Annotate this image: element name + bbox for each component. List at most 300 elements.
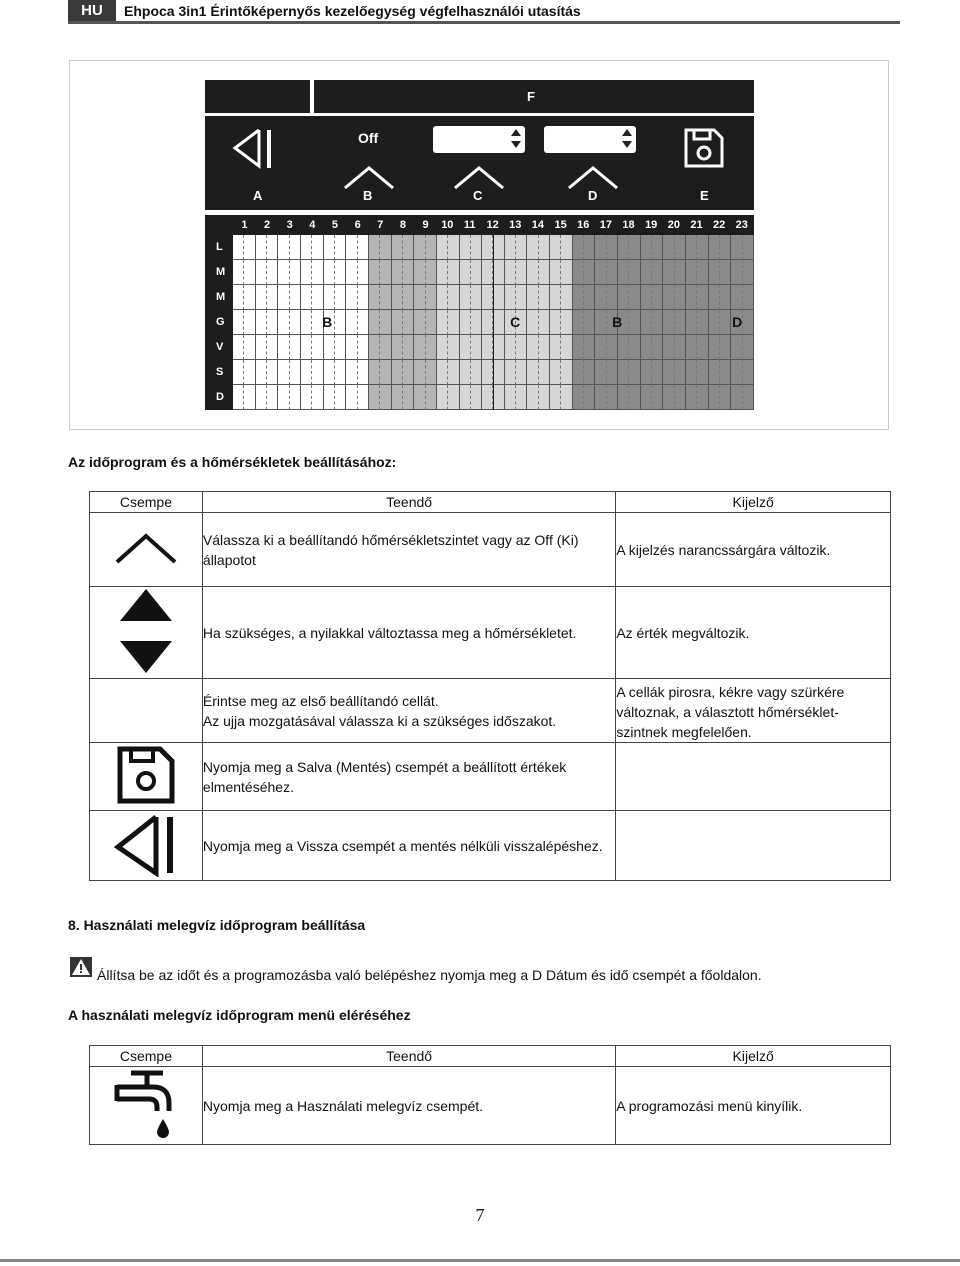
schedule-cell[interactable] — [482, 310, 493, 335]
back-icon[interactable] — [231, 126, 277, 172]
schedule-cell[interactable] — [290, 310, 301, 335]
schedule-cell[interactable] — [641, 310, 652, 335]
schedule-cell[interactable] — [697, 385, 708, 410]
schedule-cell[interactable] — [697, 360, 708, 385]
schedule-cell[interactable] — [663, 260, 674, 285]
schedule-cell[interactable] — [675, 235, 686, 260]
schedule-cell[interactable] — [731, 260, 742, 285]
schedule-cell[interactable] — [697, 310, 708, 335]
schedule-cell[interactable] — [460, 385, 471, 410]
schedule-cell[interactable] — [607, 285, 618, 310]
schedule-cell[interactable] — [641, 235, 652, 260]
schedule-cell[interactable] — [380, 235, 391, 260]
schedule-cell[interactable] — [720, 260, 731, 285]
schedule-cell[interactable] — [675, 385, 686, 410]
schedule-cell[interactable] — [358, 260, 369, 285]
schedule-cell[interactable] — [516, 335, 527, 360]
schedule-cell[interactable] — [539, 235, 550, 260]
schedule-cell[interactable] — [471, 260, 482, 285]
schedule-cell[interactable] — [301, 285, 312, 310]
schedule-cell[interactable] — [652, 260, 663, 285]
schedule-cell[interactable] — [550, 335, 561, 360]
schedule-cell[interactable] — [641, 285, 652, 310]
schedule-cell[interactable] — [675, 260, 686, 285]
temperature-spinner-d[interactable] — [544, 126, 636, 153]
schedule-cell[interactable] — [233, 385, 244, 410]
schedule-cell[interactable] — [618, 335, 629, 360]
schedule-cell[interactable] — [743, 285, 754, 310]
schedule-cell[interactable] — [369, 260, 380, 285]
schedule-cell[interactable] — [709, 285, 720, 310]
schedule-cell[interactable] — [256, 260, 267, 285]
schedule-cell[interactable] — [629, 360, 640, 385]
schedule-cell[interactable] — [324, 335, 335, 360]
schedule-cell[interactable] — [641, 385, 652, 410]
schedule-cell[interactable] — [573, 335, 584, 360]
schedule-cell[interactable] — [652, 335, 663, 360]
save-icon[interactable] — [682, 126, 726, 170]
schedule-cell[interactable] — [550, 310, 561, 335]
schedule-cell[interactable] — [743, 310, 754, 335]
schedule-cell[interactable] — [494, 335, 505, 360]
schedule-cell[interactable] — [290, 260, 301, 285]
schedule-cell[interactable] — [346, 385, 357, 410]
schedule-cell[interactable] — [346, 335, 357, 360]
schedule-cell[interactable] — [618, 285, 629, 310]
schedule-cell[interactable] — [244, 260, 255, 285]
schedule-cell[interactable] — [686, 285, 697, 310]
schedule-cell[interactable] — [471, 335, 482, 360]
schedule-cell[interactable] — [312, 385, 323, 410]
schedule-cell[interactable] — [595, 310, 606, 335]
schedule-cell[interactable] — [731, 235, 742, 260]
schedule-cell[interactable] — [720, 235, 731, 260]
schedule-cell[interactable] — [448, 335, 459, 360]
schedule-cell[interactable] — [358, 310, 369, 335]
schedule-cell[interactable] — [290, 385, 301, 410]
schedule-cell[interactable] — [675, 285, 686, 310]
schedule-cell[interactable] — [437, 310, 448, 335]
schedule-cell[interactable] — [369, 310, 380, 335]
schedule-cell[interactable] — [731, 385, 742, 410]
schedule-cell[interactable] — [607, 235, 618, 260]
schedule-cell[interactable] — [652, 285, 663, 310]
schedule-cell[interactable] — [471, 235, 482, 260]
schedule-cell[interactable] — [335, 235, 346, 260]
schedule-cell[interactable] — [607, 385, 618, 410]
schedule-cell[interactable] — [346, 360, 357, 385]
schedule-cell[interactable] — [675, 335, 686, 360]
schedule-cell[interactable] — [335, 310, 346, 335]
schedule-cell[interactable] — [709, 360, 720, 385]
schedule-cell[interactable] — [641, 335, 652, 360]
schedule-cell[interactable] — [494, 285, 505, 310]
schedule-cell[interactable] — [460, 335, 471, 360]
schedule-cell[interactable] — [550, 285, 561, 310]
schedule-cell[interactable] — [697, 235, 708, 260]
chevron-up-icon[interactable] — [343, 164, 395, 190]
schedule-cell[interactable] — [369, 385, 380, 410]
schedule-cell[interactable] — [663, 285, 674, 310]
schedule-cell[interactable] — [426, 310, 437, 335]
schedule-cell[interactable] — [346, 235, 357, 260]
schedule-cell[interactable] — [539, 260, 550, 285]
schedule-cell[interactable] — [561, 285, 572, 310]
schedule-cell[interactable] — [663, 385, 674, 410]
schedule-cell[interactable] — [426, 335, 437, 360]
schedule-cell[interactable] — [494, 260, 505, 285]
schedule-cell[interactable] — [686, 235, 697, 260]
schedule-cell[interactable] — [539, 335, 550, 360]
schedule-cell[interactable] — [720, 360, 731, 385]
schedule-cell[interactable] — [380, 260, 391, 285]
schedule-cell[interactable] — [629, 335, 640, 360]
schedule-cell[interactable] — [527, 385, 538, 410]
schedule-cell[interactable] — [686, 260, 697, 285]
schedule-cell[interactable] — [595, 285, 606, 310]
schedule-cell[interactable] — [335, 260, 346, 285]
schedule-cell[interactable] — [403, 360, 414, 385]
schedule-cell[interactable] — [641, 260, 652, 285]
schedule-cell[interactable] — [301, 235, 312, 260]
schedule-cell[interactable] — [573, 385, 584, 410]
schedule-cell[interactable] — [584, 385, 595, 410]
schedule-cell[interactable] — [584, 235, 595, 260]
schedule-cell[interactable] — [380, 285, 391, 310]
schedule-cell[interactable] — [663, 310, 674, 335]
schedule-cell[interactable] — [539, 310, 550, 335]
schedule-cell[interactable] — [392, 335, 403, 360]
schedule-cell[interactable] — [244, 335, 255, 360]
schedule-cell[interactable] — [697, 260, 708, 285]
schedule-cell[interactable] — [629, 385, 640, 410]
schedule-cell[interactable] — [471, 360, 482, 385]
schedule-cell[interactable] — [244, 310, 255, 335]
schedule-cell[interactable] — [256, 235, 267, 260]
schedule-cell[interactable] — [380, 360, 391, 385]
schedule-cell[interactable] — [675, 310, 686, 335]
schedule-cell[interactable] — [663, 335, 674, 360]
schedule-cell[interactable] — [743, 335, 754, 360]
schedule-cell[interactable] — [448, 260, 459, 285]
schedule-cell[interactable] — [324, 285, 335, 310]
schedule-cell[interactable] — [380, 335, 391, 360]
schedule-cell[interactable] — [731, 360, 742, 385]
schedule-cell[interactable] — [743, 235, 754, 260]
schedule-cell[interactable] — [403, 385, 414, 410]
schedule-cell[interactable] — [550, 385, 561, 410]
schedule-cell[interactable] — [278, 335, 289, 360]
schedule-cell[interactable] — [403, 335, 414, 360]
schedule-cell[interactable] — [618, 385, 629, 410]
schedule-cell[interactable] — [505, 260, 516, 285]
schedule-cell[interactable] — [256, 385, 267, 410]
schedule-cell[interactable] — [312, 235, 323, 260]
schedule-cell[interactable] — [392, 310, 403, 335]
schedule-cell[interactable] — [369, 335, 380, 360]
schedule-cell[interactable] — [312, 360, 323, 385]
schedule-cell[interactable] — [743, 385, 754, 410]
schedule-cell[interactable] — [267, 235, 278, 260]
schedule-cell[interactable] — [369, 360, 380, 385]
schedule-cell[interactable] — [233, 335, 244, 360]
schedule-cell[interactable] — [448, 235, 459, 260]
schedule-cell[interactable] — [652, 310, 663, 335]
schedule-cell[interactable] — [312, 335, 323, 360]
off-label[interactable]: Off — [358, 130, 379, 146]
schedule-cell[interactable] — [358, 285, 369, 310]
schedule-cell[interactable] — [233, 235, 244, 260]
schedule-cell[interactable] — [414, 260, 425, 285]
schedule-cell[interactable] — [233, 310, 244, 335]
schedule-cell[interactable] — [267, 360, 278, 385]
schedule-cell[interactable] — [709, 335, 720, 360]
schedule-cell[interactable] — [516, 285, 527, 310]
schedule-cell[interactable] — [392, 360, 403, 385]
schedule-cell[interactable] — [437, 285, 448, 310]
schedule-cell[interactable] — [584, 335, 595, 360]
schedule-cell[interactable] — [460, 285, 471, 310]
schedule-cell[interactable] — [301, 260, 312, 285]
schedule-cell[interactable] — [312, 285, 323, 310]
schedule-grid[interactable] — [233, 235, 754, 410]
schedule-cell[interactable] — [629, 310, 640, 335]
schedule-cell[interactable] — [267, 335, 278, 360]
chevron-up-icon[interactable] — [567, 164, 619, 190]
schedule-cell[interactable] — [414, 285, 425, 310]
schedule-cell[interactable] — [414, 235, 425, 260]
schedule-cell[interactable] — [573, 285, 584, 310]
schedule-cell[interactable] — [346, 310, 357, 335]
schedule-cell[interactable] — [573, 310, 584, 335]
schedule-cell[interactable] — [652, 235, 663, 260]
schedule-cell[interactable] — [460, 260, 471, 285]
schedule-cell[interactable] — [482, 335, 493, 360]
schedule-cell[interactable] — [471, 310, 482, 335]
schedule-cell[interactable] — [278, 285, 289, 310]
schedule-cell[interactable] — [233, 260, 244, 285]
schedule-cell[interactable] — [448, 310, 459, 335]
schedule-cell[interactable] — [256, 335, 267, 360]
schedule-cell[interactable] — [652, 385, 663, 410]
schedule-cell[interactable] — [358, 385, 369, 410]
schedule-cell[interactable] — [244, 285, 255, 310]
schedule-cell[interactable] — [516, 260, 527, 285]
schedule-cell[interactable] — [709, 385, 720, 410]
schedule-cell[interactable] — [505, 385, 516, 410]
schedule-cell[interactable] — [358, 235, 369, 260]
schedule-cell[interactable] — [426, 360, 437, 385]
schedule-cell[interactable] — [403, 235, 414, 260]
schedule-cell[interactable] — [561, 360, 572, 385]
schedule-cell[interactable] — [629, 235, 640, 260]
schedule-cell[interactable] — [482, 285, 493, 310]
schedule-cell[interactable] — [516, 235, 527, 260]
schedule-cell[interactable] — [629, 260, 640, 285]
schedule-cell[interactable] — [494, 235, 505, 260]
schedule-cell[interactable] — [595, 260, 606, 285]
schedule-cell[interactable] — [595, 360, 606, 385]
schedule-cell[interactable] — [324, 385, 335, 410]
schedule-cell[interactable] — [369, 285, 380, 310]
schedule-cell[interactable] — [561, 235, 572, 260]
schedule-cell[interactable] — [414, 335, 425, 360]
schedule-cell[interactable] — [267, 285, 278, 310]
schedule-cell[interactable] — [290, 335, 301, 360]
schedule-cell[interactable] — [584, 310, 595, 335]
schedule-cell[interactable] — [584, 260, 595, 285]
schedule-cell[interactable] — [550, 360, 561, 385]
schedule-cell[interactable] — [527, 260, 538, 285]
schedule-cell[interactable] — [743, 360, 754, 385]
schedule-cell[interactable] — [607, 360, 618, 385]
schedule-cell[interactable] — [516, 360, 527, 385]
schedule-cell[interactable] — [460, 235, 471, 260]
schedule-cell[interactable] — [731, 285, 742, 310]
schedule-cell[interactable] — [358, 335, 369, 360]
schedule-cell[interactable] — [312, 260, 323, 285]
schedule-cell[interactable] — [335, 285, 346, 310]
schedule-cell[interactable] — [584, 360, 595, 385]
schedule-cell[interactable] — [414, 385, 425, 410]
schedule-cell[interactable] — [561, 335, 572, 360]
schedule-cell[interactable] — [527, 335, 538, 360]
schedule-cell[interactable] — [652, 360, 663, 385]
schedule-cell[interactable] — [482, 360, 493, 385]
schedule-cell[interactable] — [324, 235, 335, 260]
schedule-cell[interactable] — [403, 285, 414, 310]
schedule-cell[interactable] — [301, 310, 312, 335]
schedule-cell[interactable] — [686, 360, 697, 385]
schedule-cell[interactable] — [426, 285, 437, 310]
schedule-cell[interactable] — [607, 335, 618, 360]
schedule-cell[interactable] — [278, 260, 289, 285]
schedule-cell[interactable] — [561, 310, 572, 335]
schedule-cell[interactable] — [675, 360, 686, 385]
schedule-cell[interactable] — [437, 235, 448, 260]
schedule-cell[interactable] — [573, 360, 584, 385]
schedule-cell[interactable] — [290, 285, 301, 310]
schedule-cell[interactable] — [494, 360, 505, 385]
schedule-cell[interactable] — [709, 260, 720, 285]
schedule-cell[interactable] — [346, 260, 357, 285]
schedule-cell[interactable] — [403, 260, 414, 285]
schedule-cell[interactable] — [686, 310, 697, 335]
schedule-cell[interactable] — [256, 285, 267, 310]
schedule-cell[interactable] — [471, 285, 482, 310]
schedule-cell[interactable] — [539, 385, 550, 410]
schedule-cell[interactable] — [539, 285, 550, 310]
schedule-cell[interactable] — [278, 360, 289, 385]
schedule-cell[interactable] — [505, 285, 516, 310]
schedule-cell[interactable] — [267, 260, 278, 285]
schedule-cell[interactable] — [618, 235, 629, 260]
schedule-cell[interactable] — [448, 285, 459, 310]
schedule-cell[interactable] — [448, 385, 459, 410]
schedule-cell[interactable] — [720, 385, 731, 410]
schedule-cell[interactable] — [290, 360, 301, 385]
chevron-up-icon[interactable] — [453, 164, 505, 190]
schedule-cell[interactable] — [471, 385, 482, 410]
schedule-cell[interactable] — [743, 260, 754, 285]
schedule-cell[interactable] — [629, 285, 640, 310]
schedule-cell[interactable] — [595, 385, 606, 410]
schedule-cell[interactable] — [290, 235, 301, 260]
schedule-cell[interactable] — [697, 285, 708, 310]
schedule-cell[interactable] — [301, 360, 312, 385]
schedule-cell[interactable] — [392, 260, 403, 285]
schedule-cell[interactable] — [720, 310, 731, 335]
schedule-cell[interactable] — [426, 260, 437, 285]
schedule-cell[interactable] — [437, 385, 448, 410]
schedule-cell[interactable] — [709, 310, 720, 335]
schedule-cell[interactable] — [686, 335, 697, 360]
schedule-cell[interactable] — [595, 335, 606, 360]
schedule-cell[interactable] — [584, 285, 595, 310]
schedule-cell[interactable] — [437, 360, 448, 385]
schedule-cell[interactable] — [278, 310, 289, 335]
temperature-spinner-c[interactable] — [433, 126, 525, 153]
schedule-cell[interactable] — [414, 310, 425, 335]
schedule-cell[interactable] — [437, 335, 448, 360]
schedule-cell[interactable] — [550, 235, 561, 260]
schedule-cell[interactable] — [301, 385, 312, 410]
schedule-cell[interactable] — [731, 335, 742, 360]
schedule-cell[interactable] — [561, 385, 572, 410]
schedule-cell[interactable] — [335, 335, 346, 360]
schedule-cell[interactable] — [527, 360, 538, 385]
schedule-cell[interactable] — [573, 260, 584, 285]
schedule-cell[interactable] — [392, 385, 403, 410]
schedule-cell[interactable] — [505, 235, 516, 260]
schedule-cell[interactable] — [369, 235, 380, 260]
schedule-cell[interactable] — [426, 385, 437, 410]
schedule-cell[interactable] — [301, 335, 312, 360]
schedule-cell[interactable] — [573, 235, 584, 260]
schedule-cell[interactable] — [278, 385, 289, 410]
schedule-cell[interactable] — [505, 360, 516, 385]
schedule-cell[interactable] — [437, 260, 448, 285]
schedule-cell[interactable] — [697, 335, 708, 360]
schedule-cell[interactable] — [335, 385, 346, 410]
schedule-cell[interactable] — [324, 360, 335, 385]
schedule-cell[interactable] — [561, 260, 572, 285]
schedule-cell[interactable] — [505, 335, 516, 360]
schedule-cell[interactable] — [482, 235, 493, 260]
schedule-cell[interactable] — [527, 310, 538, 335]
schedule-cell[interactable] — [346, 285, 357, 310]
schedule-cell[interactable] — [358, 360, 369, 385]
schedule-cell[interactable] — [278, 235, 289, 260]
schedule-cell[interactable] — [618, 360, 629, 385]
schedule-cell[interactable] — [392, 235, 403, 260]
schedule-cell[interactable] — [380, 310, 391, 335]
schedule-cell[interactable] — [595, 235, 606, 260]
schedule-cell[interactable] — [663, 360, 674, 385]
schedule-cell[interactable] — [448, 360, 459, 385]
schedule-cell[interactable] — [267, 385, 278, 410]
schedule-cell[interactable] — [233, 285, 244, 310]
schedule-cell[interactable] — [414, 360, 425, 385]
schedule-cell[interactable] — [527, 235, 538, 260]
schedule-cell[interactable] — [335, 360, 346, 385]
schedule-cell[interactable] — [607, 260, 618, 285]
schedule-cell[interactable] — [641, 360, 652, 385]
schedule-cell[interactable] — [380, 385, 391, 410]
schedule-cell[interactable] — [244, 360, 255, 385]
schedule-cell[interactable] — [686, 385, 697, 410]
schedule-cell[interactable] — [256, 310, 267, 335]
